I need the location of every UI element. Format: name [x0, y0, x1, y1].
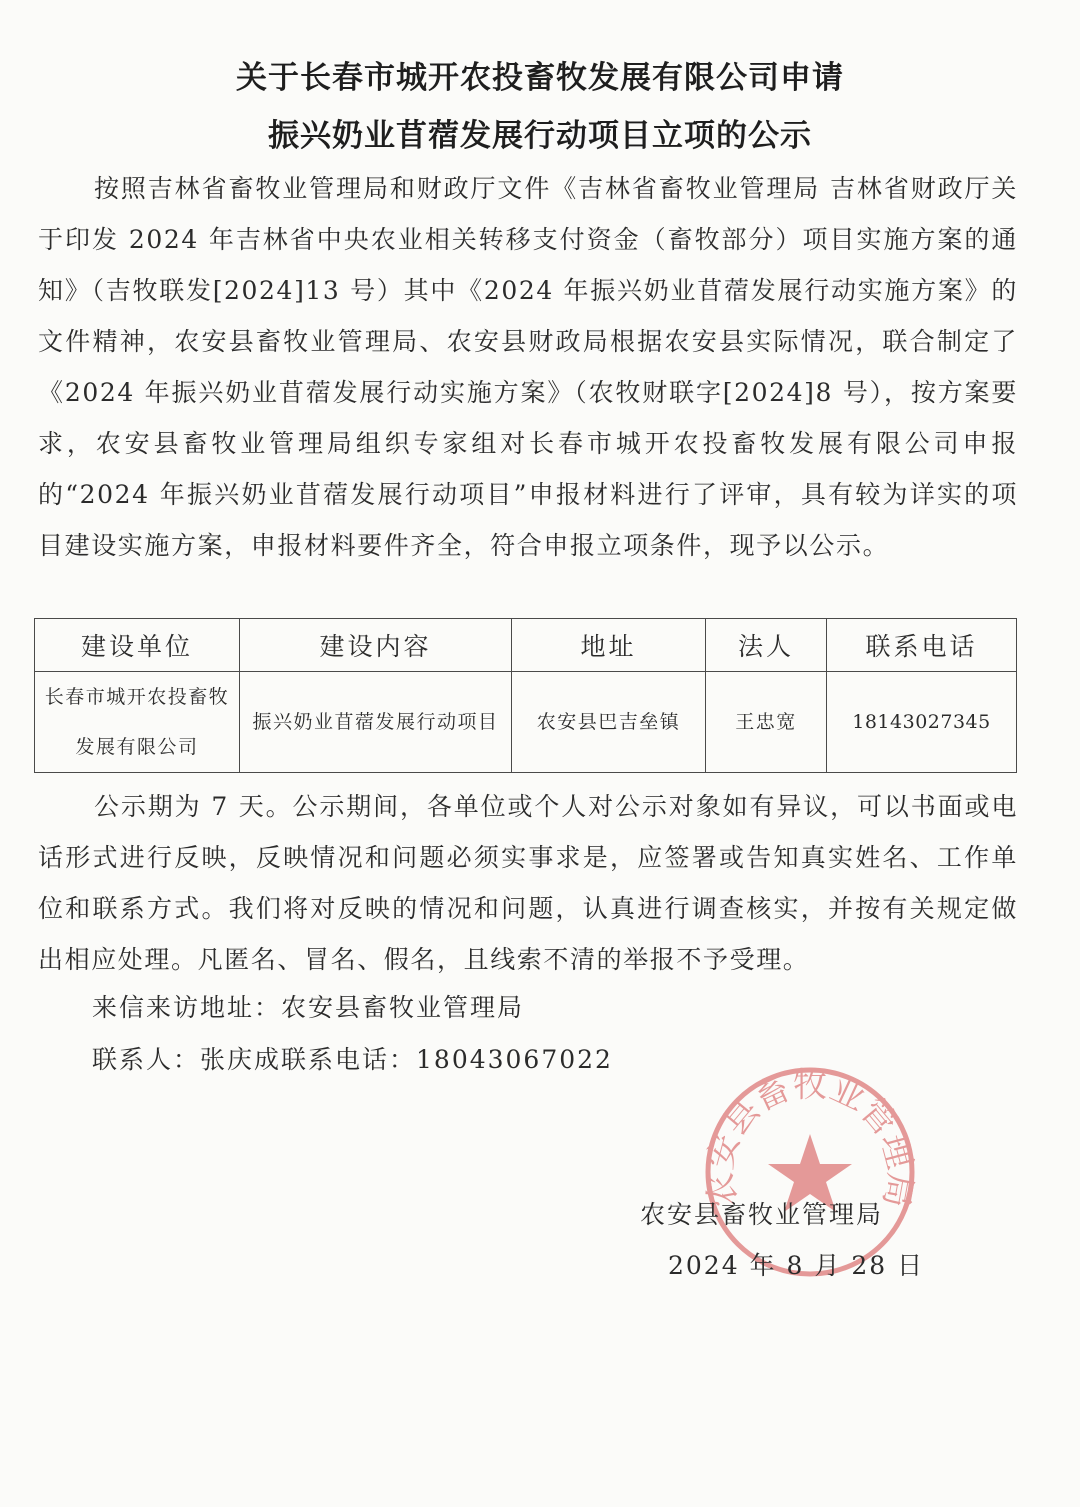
header-phone: 联系电话 [827, 619, 1017, 672]
cell-unit [35, 672, 240, 773]
signature-organization: 农安县畜牧业管理局 [640, 1200, 884, 1229]
cell-phone: 18143027345 [827, 672, 1017, 773]
table-row [35, 672, 1017, 773]
table-header-row [35, 619, 1017, 672]
signature-date: 2024 年 8 月 28 日 [668, 1251, 925, 1280]
header-legal-person: 法人 [706, 619, 827, 672]
project-table [34, 618, 1017, 773]
cell-unit-line2: 发展有限公司 [75, 736, 199, 758]
document-title-line1: 关于长春市城开农投畜牧发展有限公司申请 [236, 60, 844, 96]
paragraph-intro: 按照吉林省畜牧业管理局和财政厅文件《吉林省畜牧业管理局 吉林省财政厅关于印发 2024 年吉林省中央农业相关转移支付资金（畜牧部分）项目实施方案的通知》（吉牧联发[2024]13 号）其中《2024 年振兴奶业苜蓿发展行动实施方案》的文件精神，农安县畜牧业管理局、农安县财政局根据农安县实际情况，联合制定了《2024 年振兴奶业苜蓿发展行动实施方案》（农牧财联字[2024]8 号），按方案要求，农安县畜牧业管理局组织专家组对长春市城开农投畜牧发展有限公司申报的“2024 年振兴奶业苜蓿发展行动项目”申报材料进行了评审，具有较为详实的项目建设实施方案，申报材料要件齐全，符合申报立项条件，现予以公示。 [38, 174, 1018, 560]
document-title-line2: 振兴奶业苜蓿发展行动项目立项的公示 [268, 118, 812, 154]
visit-address: 来信来访地址：农安县畜牧业管理局 [92, 993, 525, 1022]
cell-legal-person: 王忠宽 [706, 672, 827, 773]
cell-content: 振兴奶业苜蓿发展行动项目 [240, 672, 512, 773]
header-address: 地址 [512, 619, 706, 672]
header-unit: 建设单位 [35, 619, 240, 672]
contact-info: 联系人：张庆成联系电话：18043067022 [92, 1045, 613, 1074]
cell-unit-line1: 长春市城开农投畜牧 [44, 686, 230, 708]
cell-address: 农安县巴吉垒镇 [512, 672, 706, 773]
header-content: 建设内容 [240, 619, 512, 672]
seal-text: 农安县畜牧业管理局 [700, 1065, 920, 1211]
paragraph-notice: 公示期为 7 天。公示期间，各单位或个人对公示对象如有异议，可以书面或电话形式进行反映，反映情况和问题必须实事求是，应签署或告知真实姓名、工作单位和联系方式。我们将对反映的情况和问题，认真进行调查核实，并按有关规定做出相应处理。凡匿名、冒名、假名，且线索不清的举报不予受理。 [38, 792, 1018, 974]
